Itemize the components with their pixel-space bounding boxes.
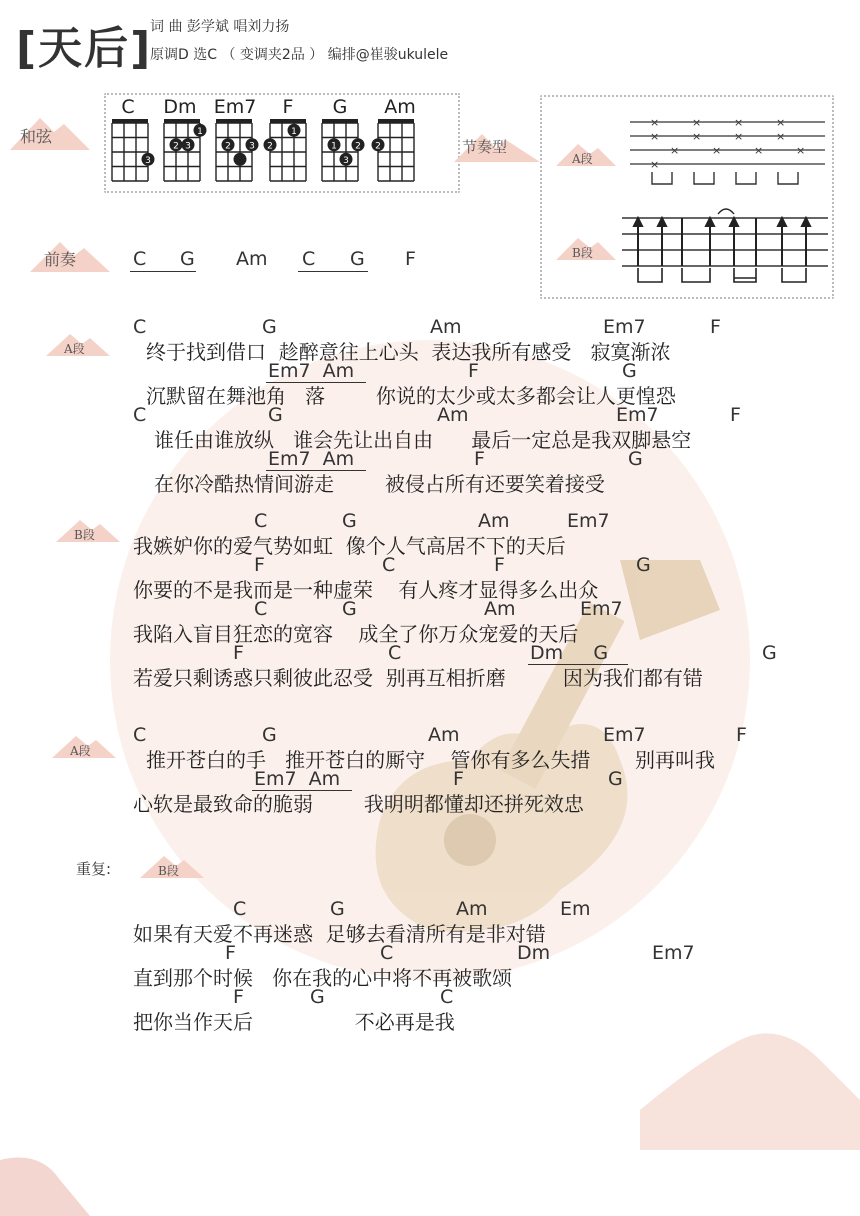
- chord-label: F: [710, 316, 721, 338]
- lyric-line: 直到那个时候 你在我的心中将不再被歌颂: [133, 966, 513, 990]
- chord-label: F: [225, 942, 236, 964]
- chord-label: G: [608, 768, 623, 790]
- section-label: A段: [70, 744, 91, 758]
- intro-chord: G: [180, 248, 195, 270]
- svg-text:×: ×: [650, 116, 660, 129]
- chord-label: C: [254, 510, 268, 532]
- lyric-line: 你要的不是我而是一种虚荣 有人疼才显得多么出众: [133, 578, 599, 602]
- svg-text:×: ×: [712, 144, 722, 157]
- svg-text:3: 3: [249, 141, 255, 152]
- chord-label: Em7 Am: [268, 448, 355, 470]
- intro-chord: F: [405, 248, 416, 270]
- lyric-line: 推开苍白的手 推开苍白的厮守 管你有多么失措 别再叫我: [146, 748, 716, 772]
- lyric-line: 如果有天爱不再迷惑 足够去看清所有是非对错: [133, 922, 546, 946]
- chord-label: C: [380, 942, 394, 964]
- chord-name-em7: Em7: [213, 96, 257, 118]
- repeat-label: 重复:: [76, 860, 112, 878]
- chord-diagrams: [104, 93, 456, 189]
- rhythm-pattern-b: [622, 204, 828, 292]
- chord-label: Em: [560, 898, 591, 920]
- chord-label: G: [330, 898, 345, 920]
- svg-text:3: 3: [343, 155, 349, 166]
- chord-label: C: [440, 986, 454, 1008]
- chord-label: Am: [478, 510, 510, 532]
- chord-label: Dm G: [530, 642, 609, 664]
- corner-mountain-left: [0, 1158, 90, 1216]
- svg-text:2: 2: [375, 141, 381, 152]
- chord-diagram-g: [322, 119, 365, 181]
- chord-diagram-am: [372, 119, 415, 181]
- chord-label: Am: [437, 404, 469, 426]
- intro-chord: Am: [236, 248, 268, 270]
- chord-name-g: G: [332, 96, 348, 118]
- chord-label: G: [262, 724, 277, 746]
- intro-tag: 前奏: [44, 250, 77, 269]
- chord-label: Em7 Am: [254, 768, 341, 790]
- chord-label: F: [233, 986, 244, 1008]
- chord-label: F: [736, 724, 747, 746]
- chord-label: Em7 Am: [268, 360, 355, 382]
- chord-label: Am: [428, 724, 460, 746]
- chord-diagram-f: [264, 119, 307, 181]
- lyric-line: 我嫉妒你的爱气势如虹 像个人气高居不下的天后: [133, 534, 566, 558]
- chord-name-c: C: [121, 96, 135, 118]
- chord-label: G: [622, 360, 637, 382]
- svg-text:3: 3: [145, 155, 151, 166]
- chord-label: F: [453, 768, 464, 790]
- intro-chord: G: [350, 248, 365, 270]
- credits: 词 曲 彭学斌 唱刘力扬: [150, 19, 290, 35]
- chord-label: G: [628, 448, 643, 470]
- chord-label: C: [133, 724, 147, 746]
- section-label: B段: [158, 864, 179, 878]
- chord-label: C: [133, 316, 147, 338]
- chord-label: G: [262, 316, 277, 338]
- lyric-line: 终于找到借口 趁醉意往上心头 表达我所有感受 寂寞渐浓: [146, 340, 671, 364]
- song-title: [天后]: [16, 23, 153, 74]
- chord-label: Dm: [517, 942, 551, 964]
- svg-text:2: 2: [225, 141, 231, 152]
- corner-mountain-right: [640, 1033, 860, 1150]
- rhythm-pattern-a: [630, 112, 825, 192]
- chord-label: Am: [456, 898, 488, 920]
- chord-label: Em7: [603, 724, 646, 746]
- chord-name-f: F: [282, 96, 294, 118]
- lyric-line: 心软是最致命的脆弱 我明明都懂却还拼死效忠: [133, 792, 584, 816]
- chord-label: C: [233, 898, 247, 920]
- chord-label: F: [730, 404, 741, 426]
- intro-underline: [130, 271, 196, 272]
- lyric-line: 若爱只剩诱惑只剩彼此忍受 别再互相折磨 因为我们都有错: [133, 666, 703, 690]
- chord-label: G: [636, 554, 651, 576]
- svg-text:×: ×: [650, 158, 660, 171]
- svg-text:1: 1: [291, 126, 297, 137]
- chord-diagram-em7: [216, 119, 259, 181]
- chord-label: Am: [430, 316, 462, 338]
- chord-diagram-dm: [164, 119, 207, 181]
- chord-diagram-c: [112, 119, 155, 181]
- svg-text:2: 2: [355, 141, 361, 152]
- svg-text:×: ×: [796, 144, 806, 157]
- chord-label: Em7: [603, 316, 646, 338]
- rhythm-tag: 节奏型: [462, 138, 508, 156]
- svg-text:3: 3: [185, 141, 191, 152]
- chord-label: Am: [484, 598, 516, 620]
- svg-text:×: ×: [650, 130, 660, 143]
- lyric-line: 在你冷酷热情间游走 被侵占所有还要笑着接受: [154, 472, 605, 496]
- svg-text:×: ×: [776, 116, 786, 129]
- intro-underline: [298, 271, 368, 272]
- rhythm-a-label: A段: [572, 152, 593, 166]
- chord-label: F: [494, 554, 505, 576]
- chord-label: F: [474, 448, 485, 470]
- chord-label: Em7: [580, 598, 623, 620]
- svg-text:×: ×: [754, 144, 764, 157]
- section-label: B段: [74, 528, 95, 542]
- lyric-line: 沉默留在舞池角 落 你说的太少或太多都会让人更惶恐: [146, 384, 676, 408]
- chord-name-dm: Dm: [163, 96, 197, 118]
- lyric-line: 我陷入盲目狂恋的宽容 成全了你万众宠爱的天后: [133, 622, 579, 646]
- svg-text:×: ×: [692, 116, 702, 129]
- svg-text:×: ×: [692, 130, 702, 143]
- lyric-line: 谁任由谁放纵 谁会先让出自由 最后一定总是我双脚悬空: [154, 428, 692, 452]
- chord-label: C: [382, 554, 396, 576]
- chord-label: C: [388, 642, 402, 664]
- svg-text:2: 2: [173, 141, 179, 152]
- chord-name-am: Am: [384, 96, 416, 118]
- intro-chord: C: [133, 248, 147, 270]
- chord-label: F: [233, 642, 244, 664]
- svg-text:2: 2: [267, 141, 273, 152]
- intro-chord: C: [302, 248, 316, 270]
- svg-text:×: ×: [734, 116, 744, 129]
- chord-label: Em7: [616, 404, 659, 426]
- chords-tag: 和弦: [20, 127, 53, 146]
- rhythm-b-label: B段: [572, 246, 593, 260]
- chord-label: G: [268, 404, 283, 426]
- chord-label: Em7: [567, 510, 610, 532]
- svg-text:1: 1: [197, 126, 203, 137]
- chord-label: F: [468, 360, 479, 382]
- section-label: A段: [64, 342, 85, 356]
- chord-label: C: [254, 598, 268, 620]
- svg-text:×: ×: [670, 144, 680, 157]
- chord-label: G: [310, 986, 325, 1008]
- svg-text:×: ×: [776, 130, 786, 143]
- chord-label: F: [254, 554, 265, 576]
- chord-label: G: [342, 598, 357, 620]
- chord-label: G: [342, 510, 357, 532]
- svg-text:×: ×: [734, 130, 744, 143]
- key-info: 原调D 选C （ 变调夹2品 ） 编排@崔骏ukulele: [150, 47, 449, 63]
- chord-label: Em7: [652, 942, 695, 964]
- chord-label: G: [762, 642, 777, 664]
- svg-text:1: 1: [331, 141, 337, 152]
- lyric-line: 把你当作天后 不必再是我: [133, 1010, 455, 1034]
- chord-label: C: [133, 404, 147, 426]
